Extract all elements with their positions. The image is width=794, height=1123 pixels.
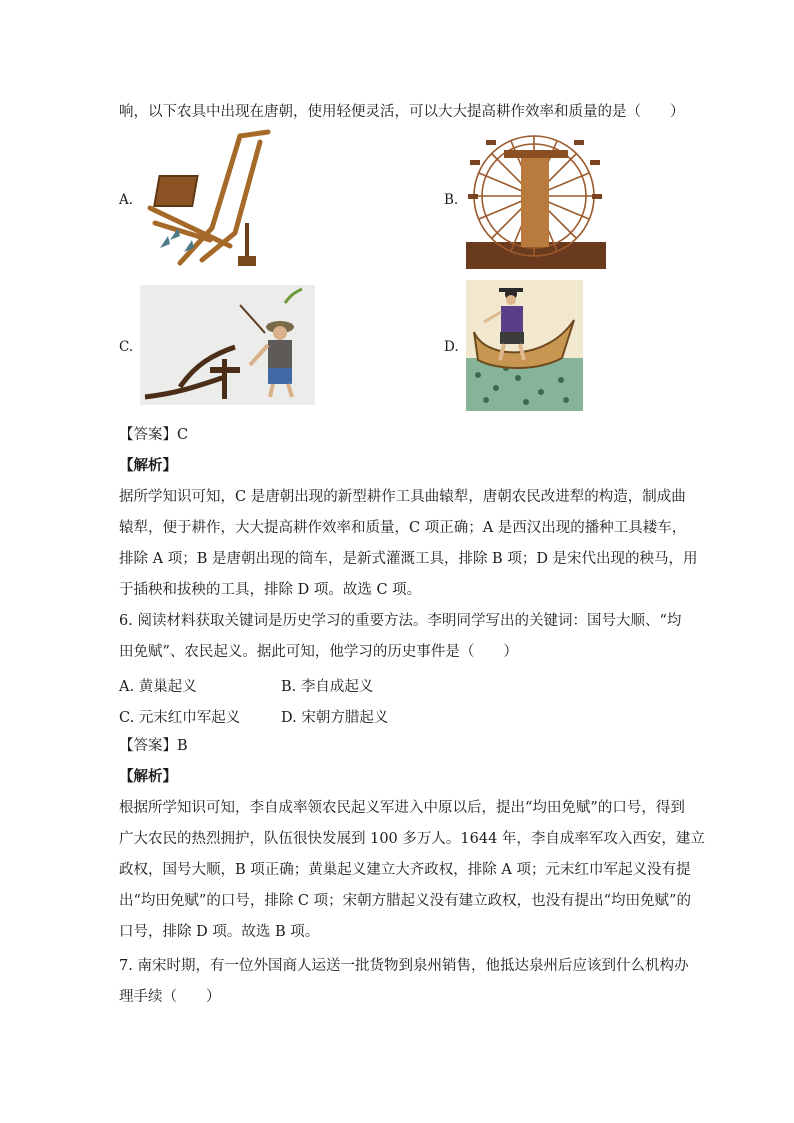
- q7-stem-line: 理手续（ ）: [119, 989, 221, 1005]
- rice-seedling-horse-image: [466, 280, 583, 411]
- water-wheel-image: [466, 130, 606, 269]
- seed-drill-image: [140, 128, 280, 270]
- q5-analysis-line: 辕犁，便于耕作，大大提高耕作效率和质量，C 项正确；A 是西汉出现的播种工具耧车，: [119, 520, 687, 536]
- q6-stem-line: 田免赋”、农民起义。据此可知，他学习的历史事件是（ ）: [119, 644, 518, 660]
- option-b-label: B.: [444, 192, 459, 208]
- q6-analysis-line: 政权，国号大顺，B 项正确；黄巢起义建立大齐政权，排除 A 项；元末红巾军起义没有提: [119, 862, 691, 878]
- q5-stem: 响，以下农具中出现在唐朝，使用轻便灵活，可以大大提高耕作效率和质量的是（ ）: [119, 104, 685, 120]
- q5-analysis-line: 据所学知识可知，C 是唐朝出现的新型耕作工具曲辕犁，唐朝农民改进犁的构造，制成曲: [119, 489, 686, 505]
- option-a-label: A.: [119, 192, 134, 208]
- q6-analysis-line: 出“均田免赋”的口号，排除 C 项；宋朝方腊起义没有建立政权，也没有提出“均田免赋”的: [119, 893, 691, 909]
- curved-plow-image: [140, 285, 315, 405]
- q6-choice-b: B. 李自成起义: [281, 679, 374, 695]
- q5-analysis-line: 于插秧和拔秧的工具，排除 D 项。故选 C 项。: [119, 582, 422, 598]
- q6-stem-line: 6. 阅读材料获取关键词是历史学习的重要方法。李明同学写出的关键词：国号大顺、“均: [119, 613, 682, 629]
- q5-analysis-heading: 【解析】: [119, 457, 177, 474]
- q5-analysis-line: 排除 A 项；B 是唐朝出现的筒车，是新式灌溉工具，排除 B 项；D 是宋代出现的秧马，用: [119, 551, 698, 567]
- q6-choice-d: D. 宋朝方腊起义: [281, 710, 389, 726]
- q6-analysis-line: 口号，排除 D 项。故选 B 项。: [119, 924, 320, 940]
- q6-answer: 【答案】B: [119, 738, 188, 754]
- option-c-label: C.: [119, 339, 134, 355]
- q5-answer: 【答案】C: [119, 427, 189, 443]
- q6-analysis-heading: 【解析】: [119, 768, 177, 785]
- q6-analysis-line: 根据所学知识可知，李自成率领农民起义军进入中原以后，提出“均田免赋”的口号，得到: [119, 800, 685, 816]
- q6-choice-a: A. 黄巢起义: [119, 679, 197, 695]
- q7-stem-line: 7. 南宋时期，有一位外国商人运送一批货物到泉州销售，他抵达泉州后应该到什么机构办: [119, 958, 689, 974]
- q6-choice-c: C. 元末红巾军起义: [119, 710, 241, 726]
- option-d-label: D.: [444, 339, 459, 355]
- q6-analysis-line: 广大农民的热烈拥护，队伍很快发展到 100 多万人。1644 年，李自成率军攻入西安，建立: [119, 831, 705, 847]
